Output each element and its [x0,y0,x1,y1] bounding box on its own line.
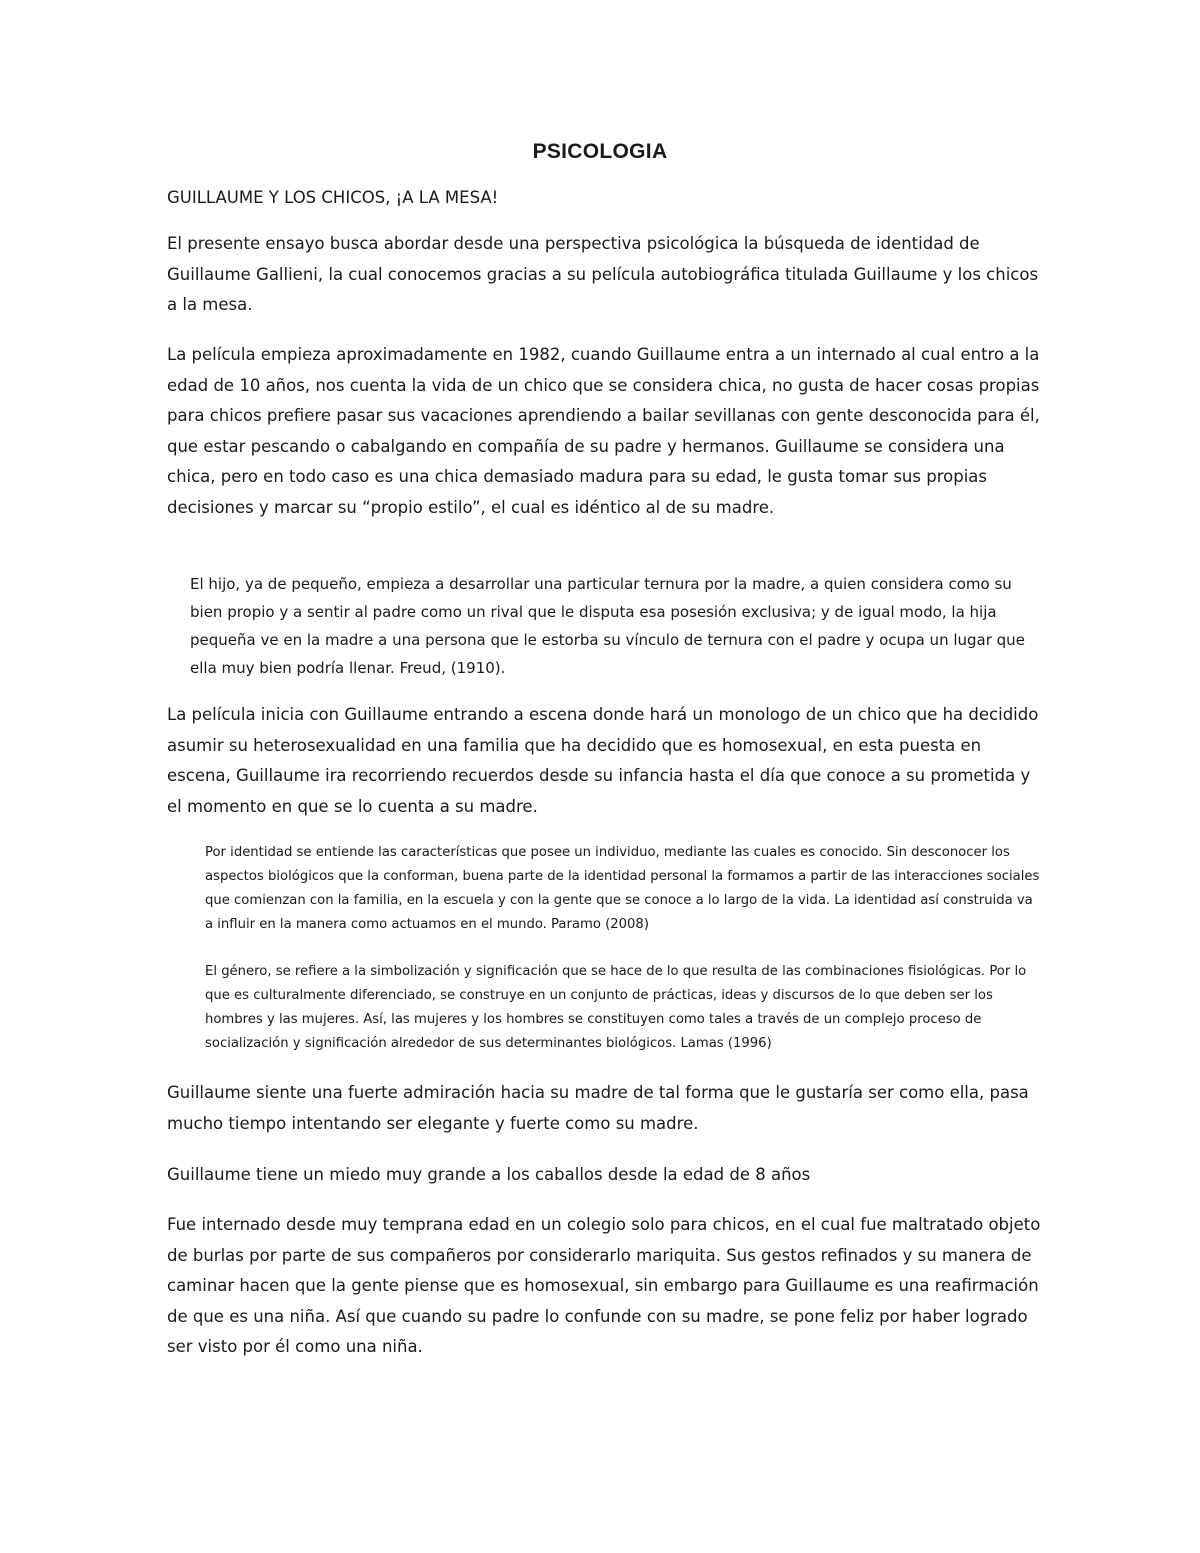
admiration-paragraph: Guillaume siente una fuerte admiración hacia su madre de tal forma que le gustaría ser como ella, pasa mucho tiempo intentando ser elegante y fuerte como su madre. [167,1083,1029,1133]
film-synopsis-paragraph: La película empieza aproximadamente en 1982, cuando Guillaume entra a un internado al cual entro a la edad de 10 años, nos cuenta la vida de un chico que se considera chica, no gusta de hacer cosas propias para chicos prefiere pasar sus vacaciones aprendiendo a bailar sevillanas con gente desconocida para él, que estar pescando o cabalgando en compañía de su padre y hermanos. Guillaume se considera una chica, pero en todo caso es una chica demasiado madura para su edad, le gusta tomar sus propias decisiones y marcar su “propio estilo”, el cual es idéntico al de su madre. [167,345,1040,517]
boarding-school-paragraph: Fue internado desde muy temprana edad en un colegio solo para chicos, en el cual fue maltratado objeto de burlas por parte de sus compañeros por considerarlo mariquita. Sus gestos refinados y su manera de caminar hacen que la gente piense que es homosexual, sin embargo para Guillaume es una reafirmación de que es una niña. Así que cuando su padre lo confunde con su madre, se pone feliz por haber logrado ser visto por él como una niña. [167,1215,1041,1356]
paramo-quote: Por identidad se entiende las características que posee un individuo, mediante las cuales es conocido. Sin desconocer los aspectos biológicos que la conforman, buena parte de la identidad personal la formamos a partir de las interacciones sociales que comienzan con la familia, en la escuela y con la gente que se conoce a lo largo de la vida. La identidad así construida va a influir en la manera como actuamos en el mundo. Paramo (2008) [205,845,1040,932]
lamas-quote: El género, se refiere a la simbolización y significación que se hace de lo que resulta de las combinaciones fisiológicas. Por lo que es culturalmente diferenciado, se construye en un conjunto de prácticas, ideas y discursos de lo que deben ser los hombres y las mujeres. Así, las mujeres y los hombres se constituyen como tales a través de un complejo proceso de socialización y significación alrededor de sus determinantes biológicos. Lamas (1996) [205,964,1027,1051]
film-opening-paragraph: La película inicia con Guillaume entrando a escena donde hará un monologo de un chico que ha decidido asumir su heterosexualidad en una familia que ha decidido que es homosexual, en esta puesta en escena, Guillaume ira recorriendo recuerdos desde su infancia hasta el día que conoce a su prometida y el momento en que se lo cuenta a su madre. [167,705,1039,816]
document-subtitle: GUILLAUME Y LOS CHICOS, ¡A LA MESA! [167,188,499,207]
freud-quote: El hijo, ya de pequeño, empieza a desarrollar una particular ternura por la madre, a quien considera como su bien propio y a sentir al padre como un rival que le disputa esa posesión exclusiva; y de igual modo, la hija pequeña ve en la madre a una persona que le estorba su vínculo de ternura con el padre y ocupa un lugar que ella muy bien podría llenar. Freud, (1910). [190,575,1025,677]
document-title: PSICOLOGIA [532,140,668,163]
horses-paragraph: Guillaume tiene un miedo muy grande a los caballos desde la edad de 8 años [167,1165,811,1184]
intro-paragraph: El presente ensayo busca abordar desde una perspectiva psicológica la búsqueda de identidad de Guillaume Gallieni, la cual conocemos gracias a su película autobiográfica titulada Guillaume y los chicos a la mesa. [167,234,1039,314]
